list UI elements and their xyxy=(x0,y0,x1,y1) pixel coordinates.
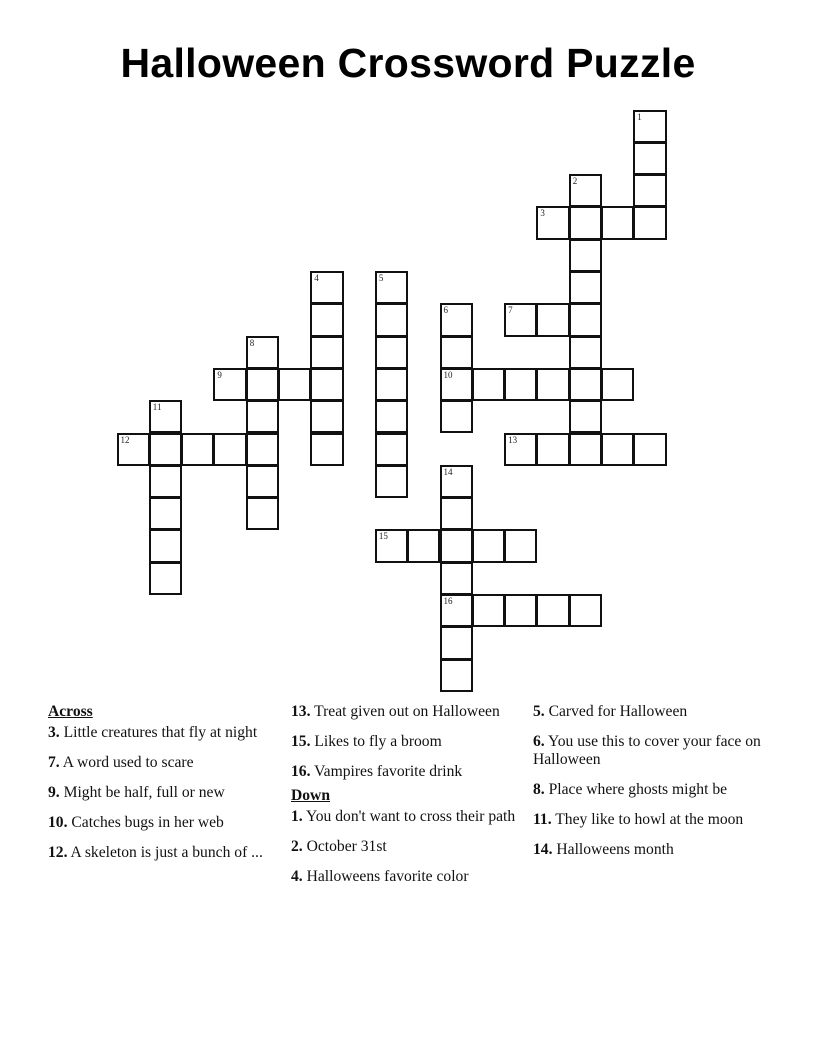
clue-text: Might be half, full or new xyxy=(63,784,225,801)
clue-down-6 xyxy=(533,733,761,769)
cell-number: 16 xyxy=(443,596,453,606)
grid-cell[interactable] xyxy=(569,303,602,336)
grid-cell[interactable] xyxy=(440,626,473,659)
clue-number: 7. xyxy=(48,754,60,771)
grid-cell[interactable] xyxy=(569,433,602,466)
grid-cell[interactable] xyxy=(569,174,602,207)
clue-text: A word used to scare xyxy=(62,754,194,771)
clue-number: 12. xyxy=(48,844,68,861)
grid-cell[interactable] xyxy=(278,368,311,401)
grid-cell[interactable] xyxy=(375,529,408,562)
cell-number: 3 xyxy=(540,208,545,219)
cell-number: 11 xyxy=(152,402,162,413)
cell-number: 5 xyxy=(378,273,384,283)
across-heading: Across xyxy=(48,703,93,720)
clue-number: 1. xyxy=(291,808,303,825)
clue-text: A skeleton is just a bunch of ... xyxy=(70,844,263,861)
clue-text: Catches bugs in her web xyxy=(71,814,224,831)
grid-cell[interactable] xyxy=(149,497,182,530)
grid-cell[interactable] xyxy=(504,529,537,562)
cell-number: 15 xyxy=(378,531,388,542)
grid-cell[interactable] xyxy=(310,368,343,401)
clue-number: 2. xyxy=(291,838,303,855)
clue-across-16 xyxy=(291,763,519,781)
clue-text: Place where ghosts might be xyxy=(548,781,728,798)
clue-down-4 xyxy=(291,868,519,886)
grid-cell[interactable] xyxy=(246,368,279,401)
clue-across-9 xyxy=(48,784,276,802)
clue-number: 14. xyxy=(533,841,553,858)
clue-down-14 xyxy=(533,841,761,859)
grid-cell[interactable] xyxy=(375,433,408,466)
grid-cell[interactable] xyxy=(310,433,343,466)
grid-cell[interactable] xyxy=(601,368,634,401)
clue-text: Vampires favorite drink xyxy=(314,763,463,780)
grid-cell[interactable] xyxy=(601,206,634,239)
grid-cell[interactable] xyxy=(310,400,343,433)
cell-number: 6 xyxy=(443,305,448,316)
clue-down-11 xyxy=(533,811,761,829)
grid-cell[interactable] xyxy=(569,594,602,627)
clue-across-15 xyxy=(291,733,519,751)
grid-cell[interactable] xyxy=(633,142,666,175)
grid-cell[interactable] xyxy=(375,465,408,498)
cell-number: 8 xyxy=(249,337,255,348)
grid-cell[interactable] xyxy=(213,433,246,466)
grid-cell[interactable] xyxy=(375,368,408,401)
clue-number: 10. xyxy=(48,814,68,831)
grid-cell[interactable] xyxy=(633,174,666,207)
cell-number: 1 xyxy=(637,111,642,122)
grid-cell[interactable] xyxy=(536,368,569,401)
grid-cell[interactable] xyxy=(633,206,666,239)
grid-cell[interactable] xyxy=(246,336,279,369)
grid-cell[interactable] xyxy=(117,433,150,466)
grid-cell[interactable] xyxy=(440,400,473,433)
grid-cell[interactable] xyxy=(407,529,440,562)
grid-cell[interactable] xyxy=(310,336,343,369)
grid-cell[interactable] xyxy=(569,239,602,272)
clue-number: 15. xyxy=(291,733,311,750)
clue-text: Halloweens month xyxy=(556,841,674,858)
clue-down-1 xyxy=(291,808,519,826)
grid-cell[interactable] xyxy=(440,303,473,336)
grid-cell[interactable] xyxy=(246,433,279,466)
grid-cell[interactable] xyxy=(440,368,473,401)
grid-cell[interactable] xyxy=(569,336,602,369)
grid-cell[interactable] xyxy=(504,368,537,401)
grid-cell[interactable] xyxy=(440,562,473,595)
grid-cell[interactable] xyxy=(440,465,473,498)
grid-cell[interactable] xyxy=(472,529,505,562)
clue-text: Likes to fly a broom xyxy=(314,733,442,750)
grid-cell[interactable] xyxy=(536,594,569,627)
clue-text: They like to howl at the moon xyxy=(555,811,744,828)
clues-column-2 xyxy=(291,703,519,898)
clues-column-1 xyxy=(48,703,276,874)
clue-across-12 xyxy=(48,844,276,862)
grid-cell[interactable] xyxy=(440,594,473,627)
grid-cell[interactable] xyxy=(504,594,537,627)
grid-cell[interactable] xyxy=(149,400,182,433)
grid-cell[interactable] xyxy=(375,400,408,433)
grid-cell[interactable] xyxy=(375,336,408,369)
grid-cell[interactable] xyxy=(504,433,537,466)
grid-cell[interactable] xyxy=(633,433,666,466)
grid-cell[interactable] xyxy=(569,400,602,433)
grid-cell[interactable] xyxy=(246,400,279,433)
grid-cell[interactable] xyxy=(375,271,408,304)
clue-down-2 xyxy=(291,838,519,856)
grid-cell[interactable] xyxy=(440,529,473,562)
clue-across-10 xyxy=(48,814,276,832)
clue-number: 9. xyxy=(48,784,60,801)
clue-number: 6. xyxy=(533,733,545,750)
clue-number: 4. xyxy=(291,868,303,885)
grid-cell[interactable] xyxy=(601,433,634,466)
grid-cell[interactable] xyxy=(375,303,408,336)
grid-cell[interactable] xyxy=(149,562,182,595)
cell-number: 2 xyxy=(572,176,578,187)
grid-cell[interactable] xyxy=(472,594,505,627)
grid-cell[interactable] xyxy=(213,368,246,401)
grid-cell[interactable] xyxy=(149,433,182,466)
grid-cell[interactable] xyxy=(569,368,602,401)
clue-text: Halloweens favorite color xyxy=(306,868,469,885)
clue-text: You don't want to cross their path xyxy=(306,808,516,825)
clue-down-8 xyxy=(533,781,761,799)
clue-number: 16. xyxy=(291,763,311,780)
clue-across-13 xyxy=(291,703,519,721)
cell-number: 12 xyxy=(120,434,130,445)
grid-cell[interactable] xyxy=(440,659,473,692)
clue-across-3 xyxy=(48,724,276,742)
grid-cell[interactable] xyxy=(440,497,473,530)
grid-cell[interactable] xyxy=(440,336,473,369)
grid-cell[interactable] xyxy=(149,529,182,562)
cell-number: 4 xyxy=(314,273,319,283)
clue-number: 5. xyxy=(533,703,545,720)
clue-text: Carved for Halloween xyxy=(548,703,688,720)
grid-cell[interactable] xyxy=(536,303,569,336)
cell-number: 7 xyxy=(508,305,513,316)
cell-number: 10 xyxy=(443,369,453,380)
down-heading: Down xyxy=(291,787,330,804)
grid-cell[interactable] xyxy=(181,433,214,466)
page-title: Halloween Crossword Puzzle xyxy=(120,40,696,86)
grid-cell[interactable] xyxy=(504,303,537,336)
clue-across-7 xyxy=(48,754,276,772)
clue-text: Treat given out on Halloween xyxy=(314,703,500,720)
cell-number: 9 xyxy=(217,369,222,380)
clues-column-3 xyxy=(533,703,761,871)
grid-cell[interactable] xyxy=(149,465,182,498)
grid-cell[interactable] xyxy=(569,271,602,304)
grid-cell[interactable] xyxy=(569,206,602,239)
grid-cell[interactable] xyxy=(633,110,666,143)
grid-cell[interactable] xyxy=(310,303,343,336)
clue-text: October 31st xyxy=(306,838,387,855)
grid-cell[interactable] xyxy=(536,433,569,466)
cell-number: 13 xyxy=(508,434,518,445)
clue-text: Little creatures that fly at night xyxy=(63,724,258,741)
clue-number: 11. xyxy=(533,811,552,828)
grid-cell[interactable] xyxy=(310,271,343,304)
clue-number: 13. xyxy=(291,703,311,720)
cell-number: 14 xyxy=(443,466,453,477)
grid-cell[interactable] xyxy=(536,206,569,239)
clue-text: You use this to cover your face on Halloween xyxy=(533,733,761,768)
clue-number: 3. xyxy=(48,724,60,741)
grid-cell[interactable] xyxy=(246,497,279,530)
clue-number: 8. xyxy=(533,781,545,798)
clue-down-5 xyxy=(533,703,761,721)
grid-cell[interactable] xyxy=(472,368,505,401)
grid-cell[interactable] xyxy=(246,465,279,498)
